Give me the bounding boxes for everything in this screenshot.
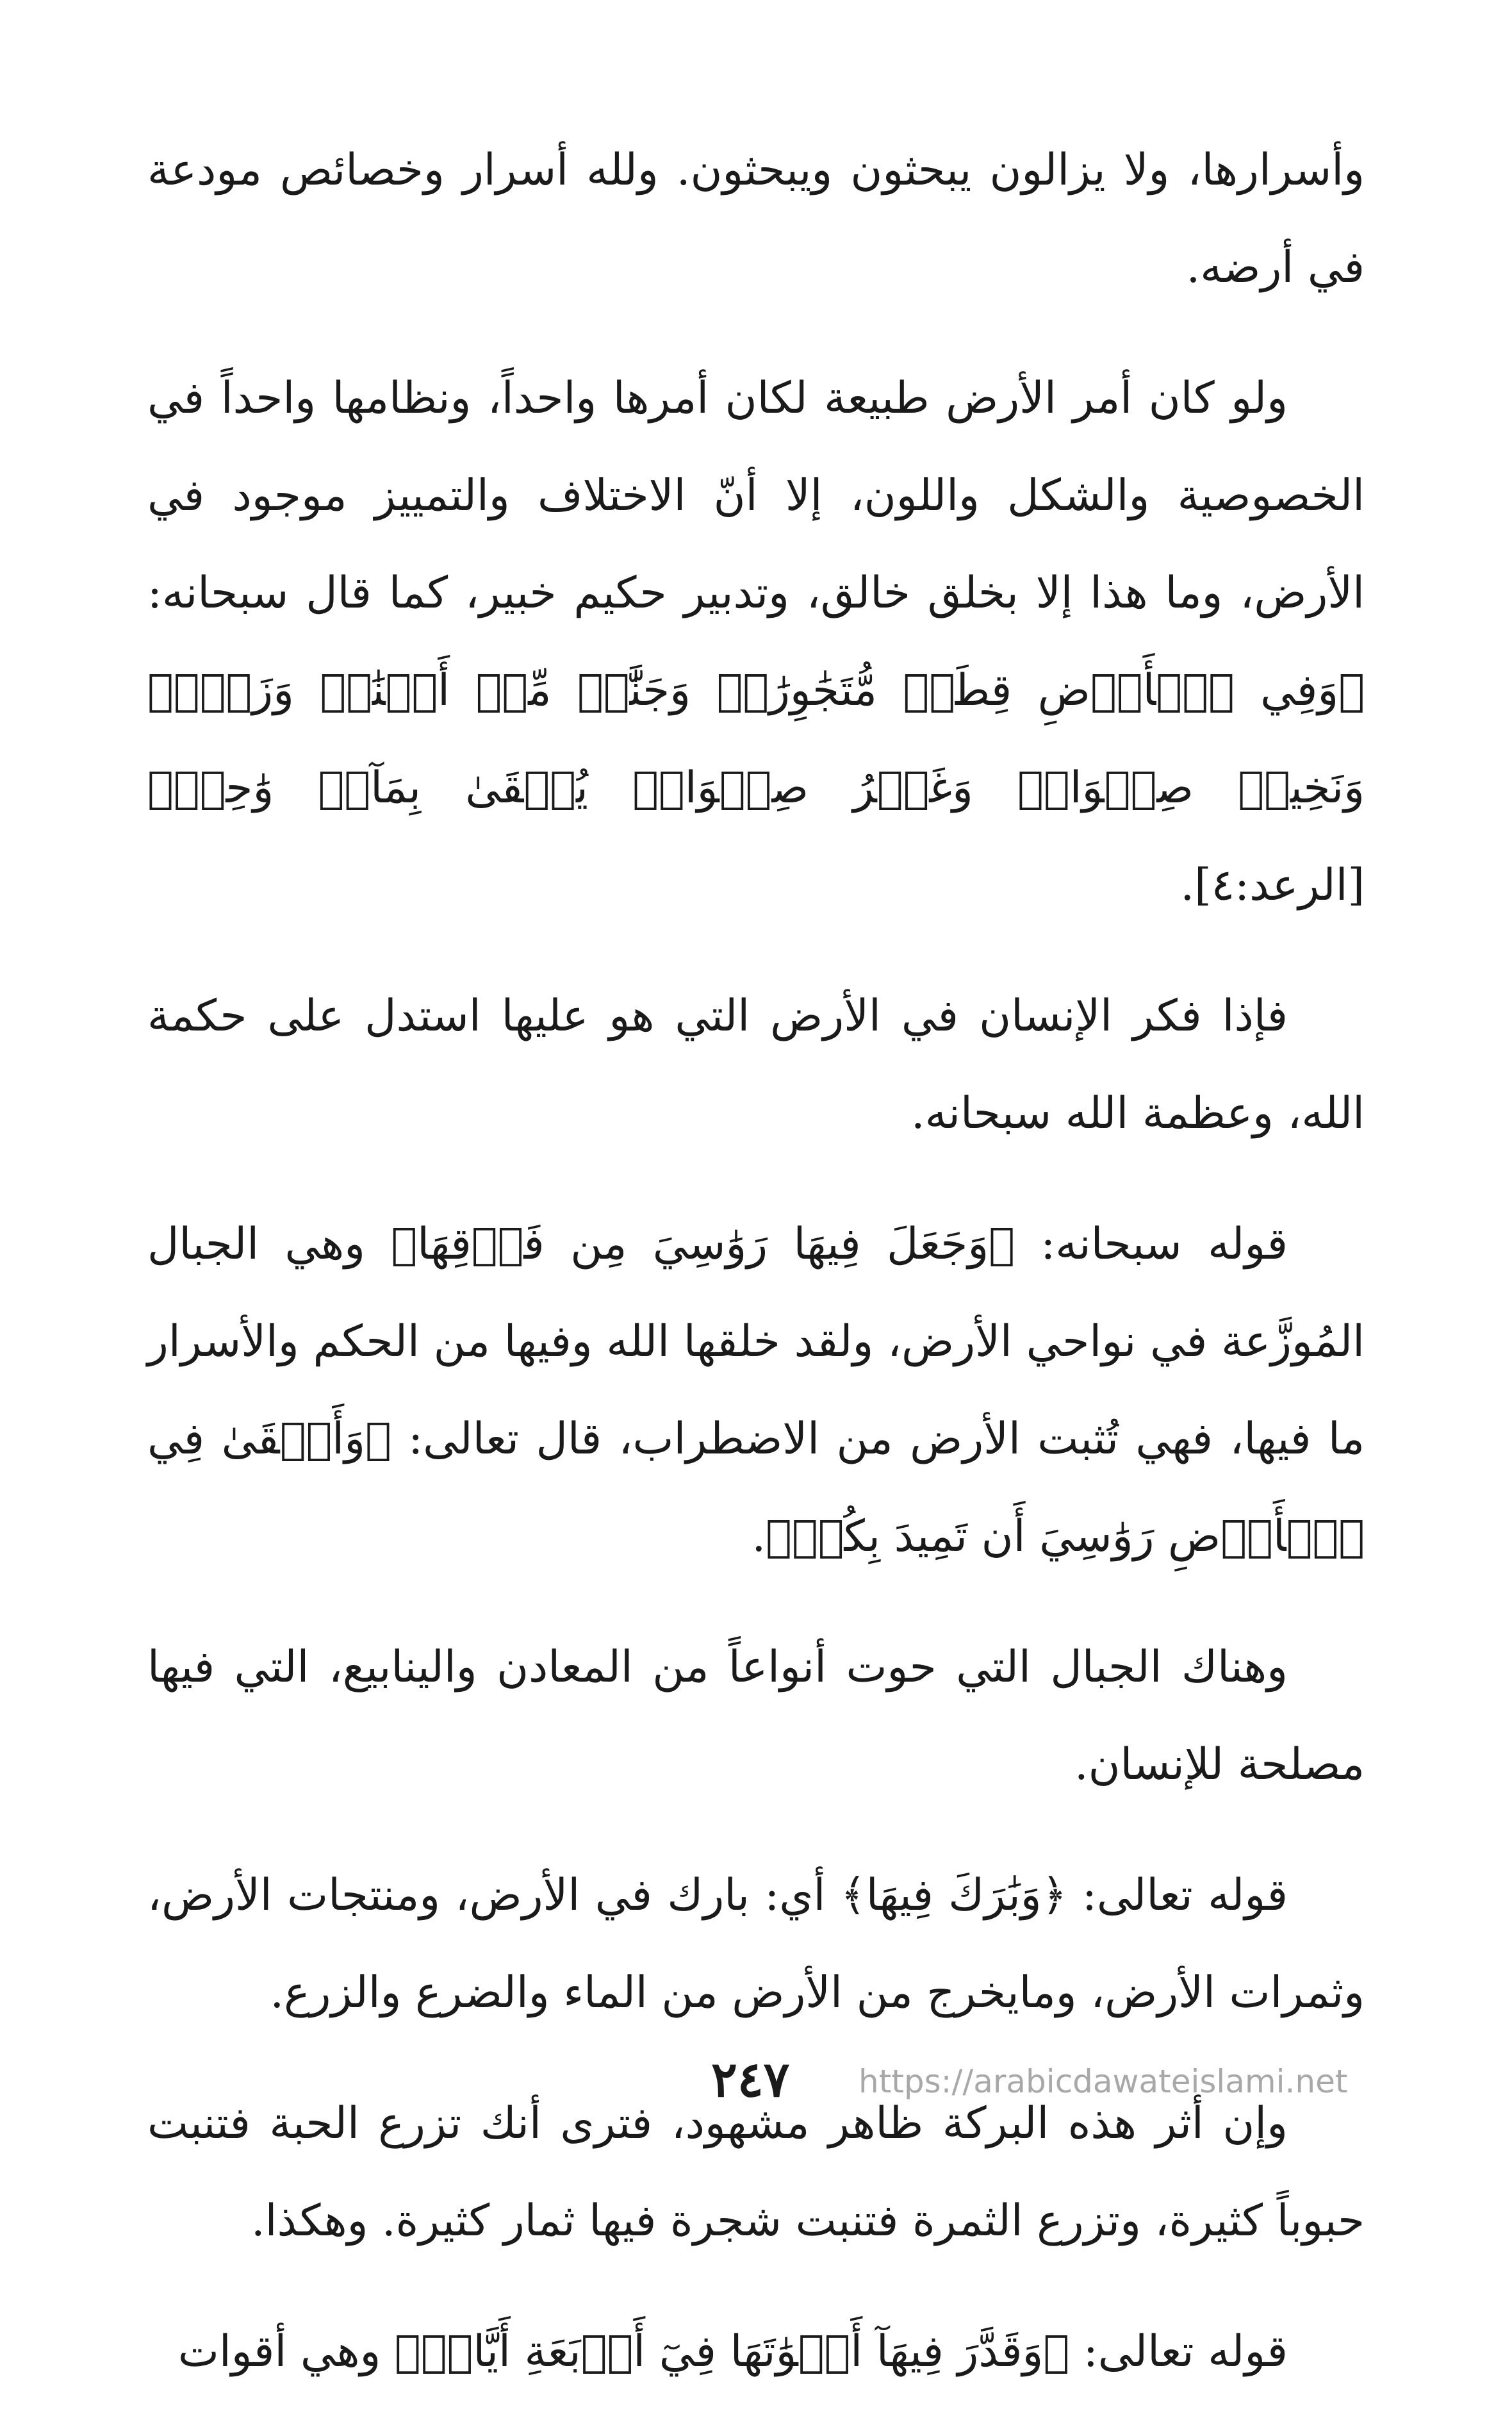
paragraph-1: وأسرارها، ولا يزالون يبحثون ويبحثون. ولله أسرار وخصائص مودعة في أرضه. [147, 145, 1365, 293]
paragraph-7: وإن أثر هذه البركة ظاهر مشهود، فترى أنك تزرع الحبة فتنبت حبوباً كثيرة، وتزرع الثمرة فتنبت شجرة فيها ثمار كثيرة. وهكذا. [147, 2098, 1365, 2246]
paragraph-4: قوله سبحانه: ﴿وَجَعَلَ فِيهَا رَوَٰسِيَ مِن فَوۡقِهَا﴾ وهي الجبال المُوزَّعة في نواحي الأرض، ولقد خلقها الله وفيها من الحكم والأسرار ما فيها، فهي تُثبت الأرض من الاضطراب، قال تعالى: ﴿وَأَلۡقَىٰ فِي ٱلۡأَرۡضِ رَوَٰسِيَ أَن تَمِيدَ بِكُمۡ﴾. [147, 1219, 1365, 1562]
source-url-watermark: https://arabicdawateislami.net [859, 2063, 1348, 2100]
paragraph-6: قوله تعالى: ﴿وَبَٰرَكَ فِيهَا﴾ أي: بارك في الأرض، ومنتجات الأرض، وثمرات الأرض، ومايخرج من الأرض من الماء والضرع والزرع. [147, 1870, 1365, 2018]
page-number: ٢٤٧ [711, 2051, 790, 2108]
paragraph-3: فإذا فكر الإنسان في الأرض التي هو عليها استدل على حكمة الله، وعظمة الله سبحانه. [147, 991, 1365, 1139]
paragraph-8: قوله تعالى: ﴿وَقَدَّرَ فِيهَآ أَقۡوَٰتَهَا فِيٓ أَرۡبَعَةِ أَيَّامٖ﴾ وهي أقوات [177, 2326, 1288, 2377]
paragraph-5: وهناك الجبال التي حوت أنواعاً من المعادن والينابيع، التي فيها مصلحة للإنسان. [147, 1642, 1365, 1790]
paragraph-2: ولو كان أمر الأرض طبيعة لكان أمرها واحداً، ونظامها واحداً في الخصوصية والشكل واللون، إلا أنّ الاختلاف والتمييز موجود في الأرض، وما هذا إلا بخلق خالق، وتدبير حكيم خبير، كما قال سبحانه: ﴿وَفِي ٱلۡأَرۡضِ قِطَعٞ مُّتَجَٰوِرَٰتٞ وَجَنَّٰتٞ مِّنۡ أَعۡنَٰبٖ وَزَرۡعٞ وَنَخِيلٞ صِنۡوَانٞ وَغَيۡرُ صِنۡوَانٖ يُسۡقَىٰ بِمَآءٖ وَٰحِدٖ﴾ [الرعد:٤]. [147, 373, 1365, 911]
page-footer [0, 2048, 1512, 2118]
